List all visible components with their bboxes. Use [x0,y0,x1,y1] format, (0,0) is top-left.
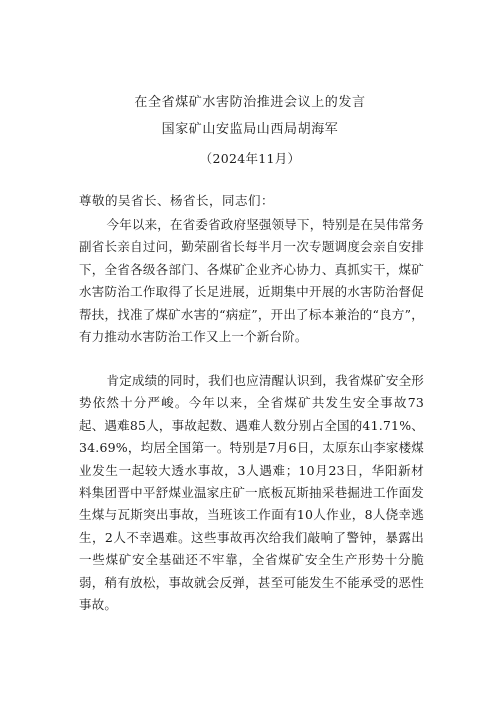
document-title: 在全省煤矿水害防治推进会议上的发言 [134,95,366,110]
document-author: 国家矿山安监局山西局胡海军 [161,122,339,137]
paragraph-achievements: 今年以来，在省委省政府坚强领导下，特别是在吴伟常务副省长亲自过问，勤荣副省长每半月一次专题调度会亲自安排下，全省各级各部门、各煤矿企业齐心协力、真抓实干，煤矿水害防治工作取得了长足进展，近期集中开展的水害防治督促帮扶，找准了煤矿水害的“病症”，开出了标本兼治的“良方”，有力推动水害防治工作又上一个新台阶。 [79,217,425,345]
document-date: （2024年11月） [199,151,301,166]
paragraph-safety-situation: 肯定成绩的同时，我们也应清醒认识到，我省煤矿安全形势依然十分严峻。今年以来，全省煤矿共发生安全事故73起、遇难85人，事故起数、遇难人数分别占全国的41.71%、34.69%，均居全国第一。特别是7月6日，太原东山李家楼煤业发生一起较大透水事故，3人遇难；10月23日，华阳新材料集团晋中平舒煤业温家庄矿一底板瓦斯抽采巷掘进工作面发生煤与瓦斯突出事故，当班该工作面有10人作业，8人侥幸逃生，2人不幸遇难。这些事故再次给我们敲响了警钟，暴露出一些煤矿安全基础还不牢靠，全省煤矿安全生产形势十分脆弱，稍有放松，事故就会反弹，甚至可能发生不能承受的恶性事故。 [79,373,425,613]
salutation: 尊敬的吴省长、杨省长，同志们： [79,193,275,208]
